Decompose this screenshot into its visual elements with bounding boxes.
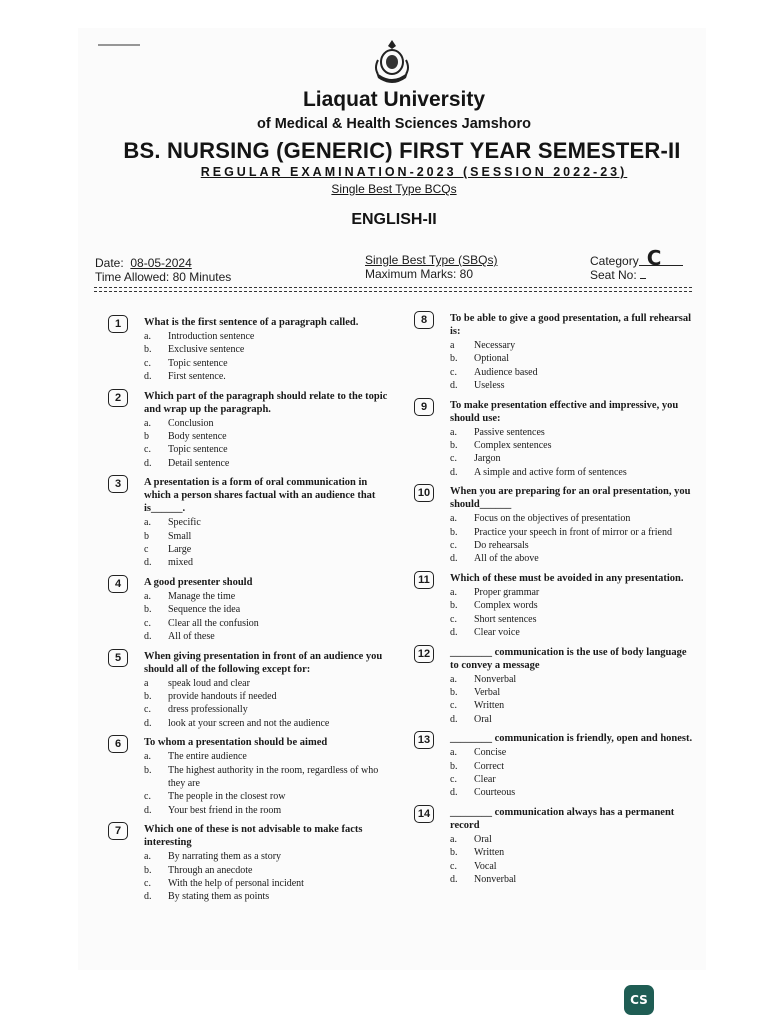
question-text: A good presenter should	[144, 576, 253, 588]
option-text: Written	[474, 847, 505, 859]
option-letter: c.	[450, 366, 457, 378]
option	[450, 613, 696, 626]
university-crest-icon	[370, 38, 414, 88]
option	[450, 773, 696, 786]
option-letter: a	[144, 677, 149, 689]
option-letter: a.	[450, 586, 457, 598]
option	[144, 516, 390, 529]
option	[144, 804, 390, 817]
questions-column-left	[108, 316, 390, 910]
question-text: To whom a presentation should be aimed	[144, 737, 328, 749]
question-number: 13	[414, 731, 434, 749]
option-text: By narrating them as a story	[168, 851, 282, 863]
option	[144, 850, 390, 863]
option-letter: d.	[450, 627, 458, 639]
option	[450, 512, 696, 525]
question-item	[108, 576, 390, 644]
option	[144, 750, 390, 763]
question-text: When you are preparing for an oral presentation, you should______	[450, 486, 691, 511]
option-letter: d.	[450, 787, 458, 799]
option	[450, 873, 696, 886]
option-text: Audience based	[474, 366, 538, 378]
option-letter: b	[144, 431, 149, 443]
program-title: BS. NURSING (GENERIC) FIRST YEAR SEMESTER-II	[123, 138, 681, 163]
option	[450, 833, 696, 846]
option-text: Necessary	[474, 340, 516, 351]
question-item	[108, 736, 390, 817]
questions-column-right	[414, 312, 696, 892]
option	[144, 370, 390, 383]
option	[144, 864, 390, 877]
option-letter: a.	[144, 331, 151, 342]
option-letter: b.	[144, 864, 152, 876]
option-text: The highest authority in the room, regardless of who they are	[168, 764, 379, 789]
option	[144, 717, 390, 730]
option-text: Jargon	[474, 453, 501, 465]
option-text: Sequence the idea	[168, 604, 241, 616]
option	[450, 760, 696, 773]
option-letter: d.	[144, 891, 152, 903]
question-item	[414, 806, 696, 887]
option-letter: c.	[144, 877, 151, 889]
option-text: Focus on the objectives of presentation	[474, 513, 631, 525]
option	[450, 860, 696, 873]
option-letter: a.	[144, 417, 151, 429]
option-letter: d.	[144, 557, 152, 569]
divider-line	[94, 287, 692, 288]
option-letter: a	[450, 340, 455, 351]
question-item	[108, 316, 390, 384]
option	[450, 626, 696, 639]
option-letter: a.	[450, 747, 457, 759]
question-item	[108, 823, 390, 904]
option-text: By stating them as points	[168, 891, 270, 903]
option	[144, 330, 390, 343]
question-text: To be able to give a good presentation, a full rehearsal is:	[450, 313, 692, 337]
option	[144, 764, 390, 791]
category-seat	[590, 246, 683, 282]
option-letter: b.	[450, 847, 458, 859]
option-letter: a.	[144, 851, 151, 863]
option-letter: b.	[144, 344, 152, 356]
exam-date-time	[95, 256, 231, 284]
option-text: Your best friend in the room	[168, 804, 282, 816]
option-text: Courteous	[474, 787, 516, 799]
option-text: Clear all the confusion	[168, 617, 259, 629]
option	[450, 452, 696, 465]
option-text: Short sentences	[474, 613, 537, 625]
category-label: Category	[590, 254, 639, 268]
option-text: Correct	[474, 760, 504, 772]
option-text: Optional	[474, 353, 509, 365]
course-title: ENGLISH-II	[351, 211, 437, 228]
option-text: Complex words	[474, 600, 538, 612]
question-text: ________ communication is the use of body language to convey a message	[450, 646, 687, 671]
question-number: 8	[414, 311, 434, 329]
option-letter: c.	[450, 773, 457, 785]
option-letter: b.	[144, 604, 152, 616]
option	[450, 599, 696, 612]
option-letter: b.	[144, 690, 152, 702]
option-text: Oral	[474, 833, 492, 845]
option-letter: d.	[144, 457, 152, 469]
pen-mark	[98, 44, 140, 46]
option	[144, 890, 390, 903]
option	[450, 439, 696, 452]
option	[450, 686, 696, 699]
option-letter: c.	[144, 791, 151, 803]
time-allowed: Time Allowed: 80 Minutes	[95, 270, 232, 284]
option-text: Body sentence	[168, 431, 227, 443]
option-text: look at your screen and not the audience	[168, 717, 330, 729]
question-text: When giving presentation in front of an audience you should all of the following except for:	[144, 650, 383, 675]
option-text: Detail sentence	[168, 457, 230, 469]
option-letter: c.	[144, 357, 151, 369]
option	[450, 466, 696, 479]
option-text: All of the above	[474, 553, 539, 565]
option	[450, 713, 696, 726]
option	[144, 677, 390, 690]
option	[144, 556, 390, 569]
option-letter: d.	[144, 631, 152, 643]
option-letter: b.	[450, 353, 458, 365]
option	[144, 430, 390, 443]
option-text: speak loud and clear	[168, 677, 250, 689]
option-text: Through an anecdote	[168, 864, 253, 876]
option-letter: a.	[450, 673, 457, 685]
question-item	[414, 312, 696, 393]
question-text: A presentation is a form of oral communication in which a person shares factual with an audience that is______.	[144, 477, 376, 515]
question-number: 14	[414, 805, 434, 823]
option-text: Passive sentences	[474, 426, 545, 438]
option	[144, 457, 390, 470]
date-value: 08-05-2024	[130, 256, 192, 270]
question-number: 7	[108, 822, 128, 840]
question-text: ________ communication always has a permanent record	[450, 806, 675, 831]
question-item	[414, 572, 696, 640]
seat-number-blank	[640, 278, 646, 279]
exam-title: REGULAR EXAMINATION-2023 (SESSION 2022-23)	[200, 165, 628, 179]
question-item	[108, 476, 390, 570]
question-text: Which one of these is not advisable to make facts interesting	[144, 824, 363, 849]
option-letter: b.	[450, 600, 458, 612]
option	[450, 339, 696, 352]
question-text: Which part of the paragraph should relate to the topic and wrap up the paragraph.	[144, 390, 388, 415]
question-number: 4	[108, 575, 128, 593]
university-name: Liaquat University	[302, 88, 486, 111]
option-letter: d.	[450, 873, 458, 885]
question-number: 1	[108, 315, 128, 333]
question-number: 12	[414, 645, 434, 663]
university-subtitle: of Medical & Health Sciences Jamshoro	[257, 116, 531, 132]
option-letter: d.	[144, 804, 152, 816]
option-text: First sentence.	[168, 371, 226, 383]
option-text: Topic sentence	[168, 444, 228, 456]
question-number: 6	[108, 735, 128, 753]
option	[450, 846, 696, 859]
option-letter: d.	[144, 717, 152, 729]
option-letter: b.	[144, 764, 152, 776]
option-text: Small	[168, 530, 192, 542]
option	[144, 617, 390, 630]
option-letter: c.	[450, 453, 457, 465]
option-letter: c.	[144, 617, 151, 629]
question-item	[414, 646, 696, 727]
option	[144, 790, 390, 803]
option-text: All of these	[168, 631, 215, 643]
option-letter: d.	[450, 466, 458, 478]
option	[450, 586, 696, 599]
option-text: Useless	[474, 380, 505, 392]
option	[450, 699, 696, 712]
option-letter: a.	[450, 426, 457, 438]
option-letter: c.	[450, 700, 457, 712]
option-letter: a.	[144, 590, 151, 602]
question-text: To make presentation effective and impressive, you should use:	[450, 399, 679, 424]
question-number: 11	[414, 571, 434, 589]
option-text: Concise	[474, 747, 507, 759]
option-text: With the help of personal incident	[168, 877, 304, 889]
option	[144, 543, 390, 556]
option-letter: d.	[450, 713, 458, 725]
date-label: Date:	[95, 256, 124, 270]
option	[450, 526, 696, 539]
option	[144, 530, 390, 543]
option	[450, 366, 696, 379]
option-text: mixed	[168, 557, 193, 569]
question-item	[414, 485, 696, 566]
question-item	[108, 390, 390, 471]
option-text: Clear	[474, 773, 496, 785]
exam-type-marks	[365, 253, 498, 281]
category-value: C	[639, 251, 683, 266]
option-letter: c.	[450, 540, 457, 552]
option-text: Vocal	[474, 860, 497, 872]
option	[450, 379, 696, 392]
option-text: Large	[168, 544, 192, 556]
option-text: The people in the closest row	[168, 791, 286, 803]
option-letter: a.	[144, 517, 151, 529]
divider-line	[94, 291, 692, 292]
question-number: 2	[108, 389, 128, 407]
option-text: Conclusion	[168, 417, 214, 429]
option-text: Proper grammar	[474, 586, 540, 598]
option-letter: c.	[144, 444, 151, 456]
option-text: Nonverbal	[474, 873, 517, 885]
question-number: 10	[414, 484, 434, 502]
option-letter: b	[144, 530, 149, 542]
question-text: What is the first sentence of a paragraph called.	[144, 317, 359, 328]
question-text: Which of these must be avoided in any presentation.	[450, 572, 684, 584]
question-item	[414, 732, 696, 800]
option-text: Practice your speech in front of mirror or a friend	[474, 526, 672, 538]
option-text: Topic sentence	[168, 357, 228, 369]
option-letter: c.	[144, 704, 151, 716]
option-letter: b.	[450, 686, 458, 698]
option-letter: d.	[450, 553, 458, 565]
option-letter: c	[144, 544, 149, 556]
option-letter: b.	[450, 760, 458, 772]
option-letter: a.	[450, 513, 457, 525]
option-text: Verbal	[474, 686, 501, 698]
option-letter: c.	[450, 613, 457, 625]
option	[144, 417, 390, 430]
option	[144, 603, 390, 616]
option	[144, 877, 390, 890]
option-letter: d.	[144, 371, 152, 383]
option-text: Manage the time	[168, 590, 236, 602]
camscanner-icon: CS	[624, 985, 654, 1015]
exam-type: Single Best Type (SBQs)	[365, 253, 498, 267]
max-marks: Maximum Marks: 80	[365, 267, 474, 281]
option	[144, 443, 390, 456]
option-text: Written	[474, 700, 505, 712]
option-letter: d.	[450, 380, 458, 392]
option	[450, 552, 696, 565]
option	[450, 746, 696, 759]
option-text: Clear voice	[474, 627, 520, 639]
option	[450, 673, 696, 686]
option-text: Introduction sentence	[168, 331, 255, 342]
option-text: provide handouts if needed	[168, 690, 277, 702]
option-letter: c.	[450, 860, 457, 872]
option	[450, 426, 696, 439]
option	[144, 590, 390, 603]
option-text: dress professionally	[168, 704, 248, 716]
option	[144, 357, 390, 370]
option-letter: a.	[144, 751, 151, 763]
option-text: Exclusive sentence	[168, 344, 245, 356]
question-number: 9	[414, 398, 434, 416]
option	[450, 786, 696, 799]
option-text: Complex sentences	[474, 440, 552, 452]
option	[144, 343, 390, 356]
option	[450, 352, 696, 365]
option	[144, 703, 390, 716]
option-text: A simple and active form of sentences	[474, 466, 627, 478]
option	[144, 690, 390, 703]
seat-number-label: Seat No:	[590, 268, 637, 282]
option-text: The entire audience	[168, 751, 247, 763]
question-text: ________ communication is friendly, open and honest.	[450, 733, 693, 745]
option-letter: b.	[450, 440, 458, 452]
option-text: Specific	[168, 517, 201, 529]
option-text: Oral	[474, 713, 492, 725]
option-text: Nonverbal	[474, 673, 517, 685]
option-letter: a.	[450, 833, 457, 845]
option	[450, 539, 696, 552]
question-item	[414, 399, 696, 480]
option-letter: b.	[450, 526, 458, 538]
question-number: 3	[108, 475, 128, 493]
question-number: 5	[108, 649, 128, 667]
option-text: Do rehearsals	[474, 540, 529, 552]
question-type-heading: Single Best Type BCQs	[331, 182, 457, 196]
question-item	[108, 650, 390, 731]
option	[144, 630, 390, 643]
